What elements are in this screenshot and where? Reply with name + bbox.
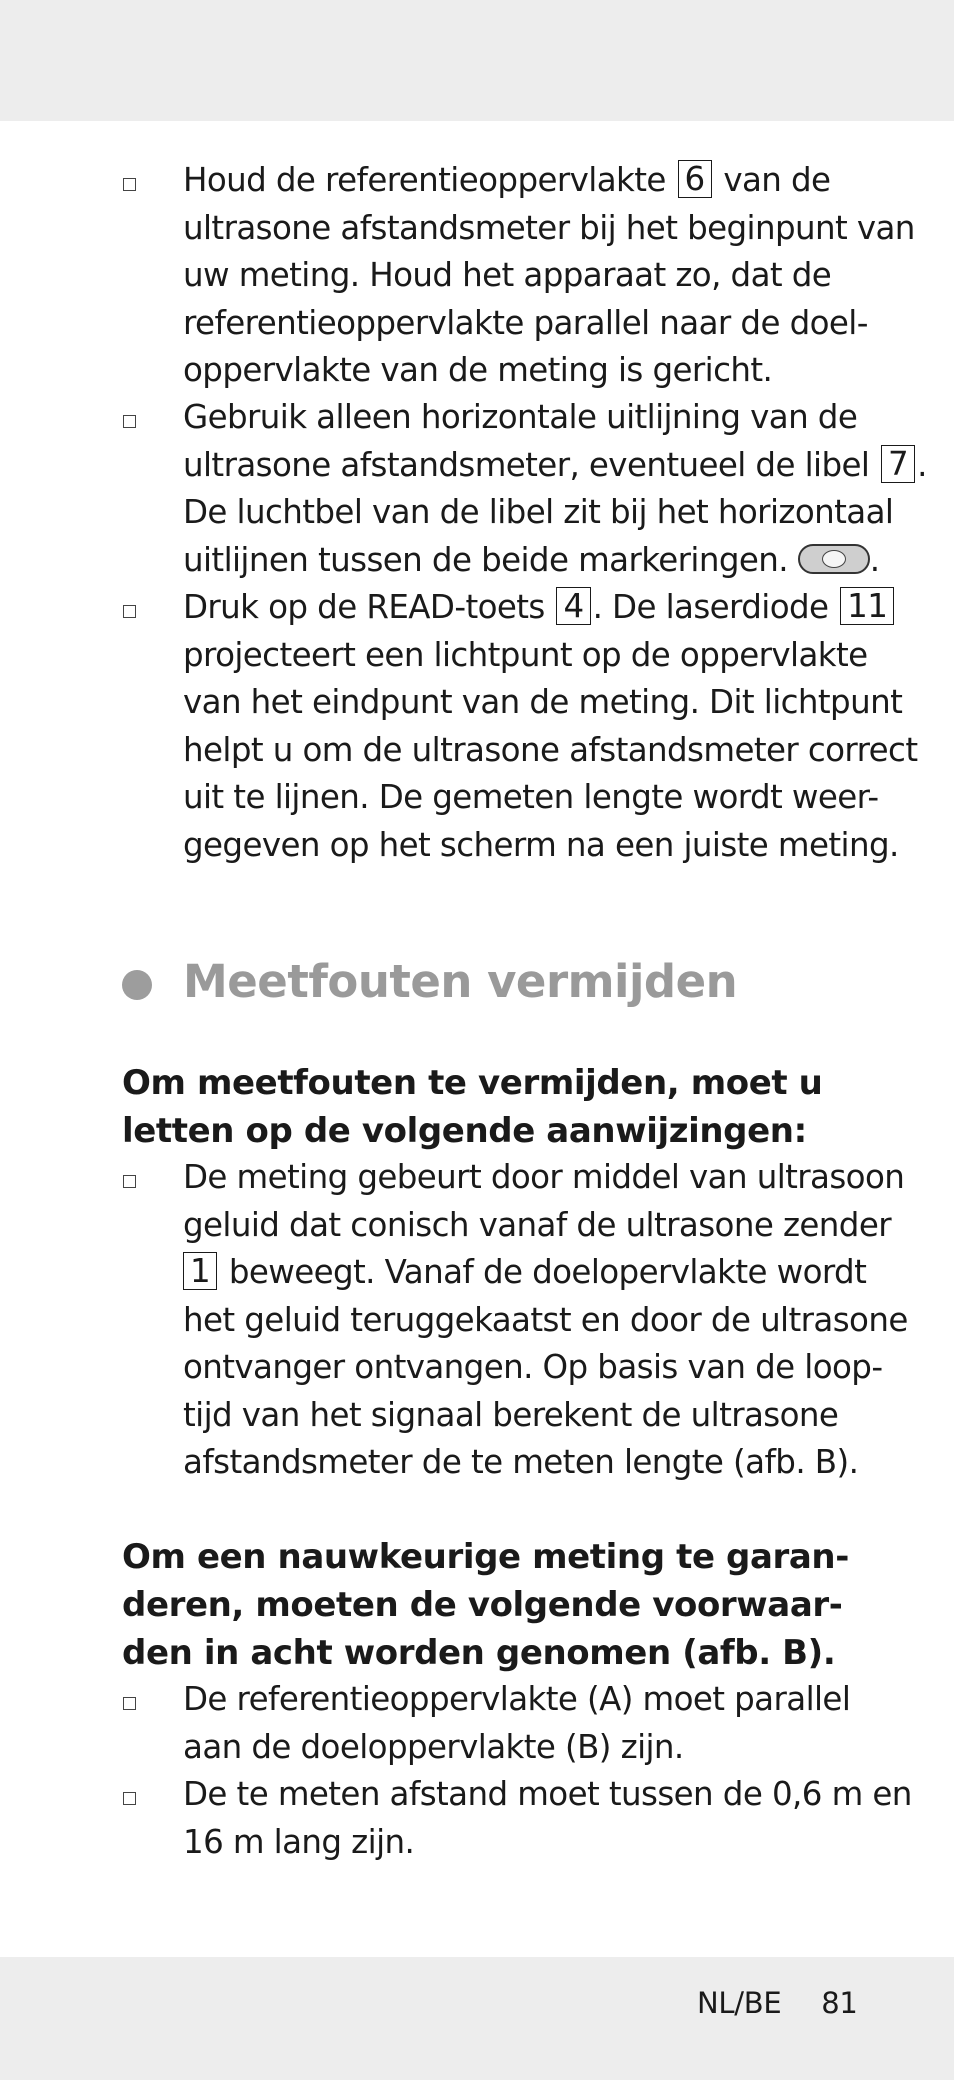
- bullet-checkbox: [123, 1175, 136, 1188]
- text-line: den in acht worden genomen (afb. B).: [122, 1633, 836, 1673]
- section-title: Meetfouten vermijden: [183, 955, 738, 1008]
- text-line: 16 m lang zijn.: [183, 1822, 415, 1861]
- text-line: aan de doeloppervlakte (B) zijn.: [183, 1727, 684, 1766]
- reference-number: 4: [556, 587, 590, 625]
- language-label: NL/BE: [697, 1986, 782, 2020]
- bullet-checkbox: [123, 1697, 136, 1710]
- reference-number: 1: [183, 1252, 217, 1290]
- bullet-checkbox: [123, 415, 136, 428]
- header-band: [0, 0, 954, 121]
- text-line: Om een nauwkeurige meting te garan-: [122, 1537, 849, 1577]
- bubble-level-icon: [798, 544, 870, 574]
- text-line: oppervlakte van de meting is gericht.: [183, 351, 773, 389]
- text: uitlijnen tussen de beide markeringen.: [183, 540, 789, 579]
- text-line: uw meting. Houd het apparaat zo, dat de: [183, 256, 832, 294]
- text-line: afstandsmeter de te meten lengte (afb. B).: [183, 1443, 859, 1481]
- text-line: De te meten afstand moet tussen de 0,6 m en: [183, 1775, 912, 1813]
- text-line: letten op de volgende aanwijzingen:: [122, 1111, 807, 1151]
- text: ultrasone afstandsmeter, eventueel de libel: [183, 445, 870, 484]
- text-line: geluid dat conisch vanaf de ultrasone zender: [183, 1205, 891, 1244]
- text-line: ultrasone afstandsmeter bij het beginpunt van: [183, 208, 915, 247]
- text-line: ontvanger ontvangen. Op basis van de loop-: [183, 1348, 883, 1386]
- reference-number: 7: [881, 445, 915, 483]
- reference-number: 6: [678, 160, 712, 198]
- text: Druk op de READ-toets: [183, 588, 545, 626]
- list-item: [183, 1676, 863, 1771]
- text-line: projecteert een lichtpunt op de oppervlakte: [183, 635, 868, 674]
- section-bullet-dot: [122, 970, 152, 1000]
- text-line: van het eindpunt van de meting. Dit lichtpunt: [183, 683, 903, 721]
- list-item: [183, 1154, 908, 1487]
- text-line: helpt u om de ultrasone afstandsmeter correct: [183, 730, 918, 769]
- text: .: [917, 445, 927, 484]
- text-line: het geluid teruggekaatst en door de ultrasone: [183, 1300, 908, 1339]
- list-item: [183, 584, 918, 869]
- text-line: Om meetfouten te vermijden, moet u: [122, 1063, 823, 1103]
- text: . De laserdiode: [592, 588, 829, 626]
- text-line: gegeven op het scherm na een juiste meting.: [183, 825, 899, 864]
- bullet-checkbox: [123, 605, 136, 618]
- text-line: referentieoppervlakte parallel naar de doel-: [183, 303, 868, 342]
- list-item: [183, 157, 915, 395]
- bold-intro: [122, 1533, 862, 1677]
- text: beweegt. Vanaf de doelopervlakte wordt: [228, 1253, 867, 1291]
- text-line: tijd van het signaal berekent de ultrasone: [183, 1395, 839, 1434]
- text: van de: [723, 161, 831, 199]
- text-line: uit te lijnen. De gemeten lengte wordt weer-: [183, 778, 879, 816]
- bold-intro: [122, 1059, 862, 1155]
- text-line: deren, moeten de volgende voorwaar-: [122, 1585, 843, 1625]
- list-item: [183, 394, 927, 584]
- reference-number: 11: [840, 587, 894, 625]
- bullet-checkbox: [123, 1792, 136, 1805]
- page-footer: [697, 1986, 858, 2020]
- text: .: [869, 540, 880, 579]
- text-line: De meting gebeurt door middel van ultrasoon: [183, 1158, 905, 1196]
- list-item: [183, 1771, 912, 1866]
- text: Houd de referentieoppervlakte: [183, 161, 666, 199]
- page-number: 81: [821, 1986, 858, 2020]
- text-line: Gebruik alleen horizontale uitlijning van de: [183, 398, 858, 436]
- text-line: De luchtbel van de libel zit bij het horizontaal: [183, 493, 894, 531]
- text-line: De referentieoppervlakte (A) moet parallel: [183, 1680, 851, 1718]
- bullet-checkbox: [123, 178, 136, 191]
